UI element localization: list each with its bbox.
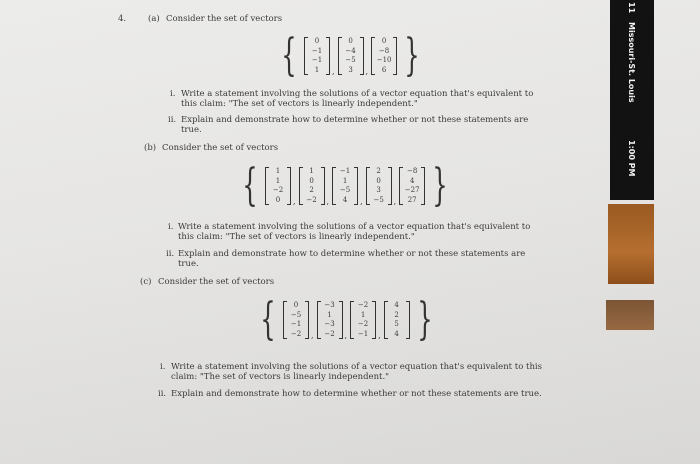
vector-separator: , xyxy=(326,197,330,206)
column-vector xyxy=(399,167,425,205)
vector-entry: 0 xyxy=(275,195,281,204)
vector-entry: 1 xyxy=(314,65,320,74)
part-a-item-ii-num: ii. xyxy=(168,115,177,125)
vector-entry: 1 xyxy=(309,167,314,175)
vector-entry: 0 xyxy=(376,176,381,185)
phone-status-strip xyxy=(610,0,654,200)
vector-entry: −4 xyxy=(345,46,356,55)
column-vector xyxy=(299,167,325,205)
vector-entry: 3 xyxy=(348,65,353,74)
part-b-item-i-num: i. xyxy=(168,222,174,232)
column-vector xyxy=(371,37,397,75)
background-object xyxy=(608,204,654,284)
part-b-label: (b) xyxy=(144,143,157,153)
vector-entry: −10 xyxy=(376,56,392,64)
vector-entry: 0 xyxy=(314,37,320,45)
part-c-vector-set xyxy=(254,294,439,345)
background-object-shadow xyxy=(606,300,654,330)
vector-entry: −8 xyxy=(378,46,390,55)
school-label: Missouri-St. Louis xyxy=(627,22,636,103)
vector-entry: 4 xyxy=(409,176,415,185)
page-number-label: 11 xyxy=(627,2,636,14)
part-b-item-ii-num: ii. xyxy=(166,249,175,259)
part-a-intro: Consider the set of vectors xyxy=(166,14,283,24)
vector-entry: 6 xyxy=(381,65,387,74)
vector-entry: −1 xyxy=(357,329,369,338)
part-c-label: (c) xyxy=(140,277,152,287)
vector-entry: 2 xyxy=(394,310,399,319)
vector-entry: 0 xyxy=(309,176,314,185)
vector-entry: 1 xyxy=(327,310,332,319)
vector-entry: −1 xyxy=(339,167,351,175)
left-brace: { xyxy=(242,160,258,211)
vector-entry: 4 xyxy=(394,329,399,338)
vector-entry: −5 xyxy=(339,186,351,194)
vector-separator: , xyxy=(293,197,296,206)
vector-separator: , xyxy=(378,331,381,340)
right-brace: } xyxy=(416,294,433,345)
vector-entry: −27 xyxy=(404,186,420,194)
vector-entry: −5 xyxy=(345,56,356,64)
part-a-item-i-text: Write a statement involving the solutions of a vector equation that's equivalent to this claim: "The set of vectors is linearly independent." xyxy=(181,89,534,109)
part-a-label: (a) xyxy=(148,14,160,24)
column-vector xyxy=(338,37,364,75)
part-a-vector-set xyxy=(275,30,426,81)
part-c-intro: Consider the set of vectors xyxy=(158,277,275,287)
vector-entry: 0 xyxy=(293,301,299,309)
vector-separator: , xyxy=(332,67,335,76)
vector-entry: −2 xyxy=(290,329,302,338)
vector-entry: 2 xyxy=(309,186,314,194)
time-label: 1:00 PM xyxy=(627,140,636,177)
vector-entry: −2 xyxy=(357,320,369,328)
part-c-item-i-text: Write a statement involving the solutions of a vector equation that's equivalent to this claim: "The set of vectors is linearly independent." xyxy=(171,362,543,382)
right-brace: } xyxy=(404,30,420,81)
vector-separator: , xyxy=(365,67,369,76)
part-a-item-ii-text: Explain and demonstrate how to determine whether or not these statements are true. xyxy=(181,115,529,135)
right-brace: } xyxy=(432,160,448,211)
vector-entry: 4 xyxy=(394,301,399,309)
vector-separator: , xyxy=(344,331,348,340)
vector-entry: −3 xyxy=(324,301,335,309)
left-brace: { xyxy=(260,294,276,345)
vector-entry: 0 xyxy=(348,37,353,45)
vector-entry: 1 xyxy=(360,310,366,319)
part-a-item-i-num: i. xyxy=(170,89,176,99)
vector-separator: , xyxy=(393,197,397,206)
column-vector xyxy=(283,301,309,339)
vector-entry: 1 xyxy=(342,176,348,185)
left-brace: { xyxy=(281,30,297,81)
part-b-intro: Consider the set of vectors xyxy=(162,143,279,153)
vector-entry: −2 xyxy=(272,186,284,194)
vector-entry: 2 xyxy=(376,167,381,175)
part-c-item-i-num: i. xyxy=(160,362,166,372)
part-b-item-i-text: Write a statement involving the solutions of a vector equation that's equivalent to this claim: "The set of vectors is linearly independent." xyxy=(178,222,531,242)
part-b-item-ii-text: Explain and demonstrate how to determine whether or not these statements are true. xyxy=(178,249,526,269)
vector-entry: 1 xyxy=(275,176,281,185)
vector-entry: 4 xyxy=(342,195,348,204)
vector-entry: 1 xyxy=(275,167,281,175)
vector-entry: −5 xyxy=(373,195,384,204)
column-vector xyxy=(332,167,358,205)
part-c-item-ii-num: ii. xyxy=(158,389,167,399)
vector-entry: 5 xyxy=(394,320,399,328)
vector-entry: −1 xyxy=(311,56,323,64)
vector-entry: −8 xyxy=(407,167,418,175)
vector-entry: −1 xyxy=(311,46,323,55)
vector-separator: , xyxy=(311,331,314,340)
vector-entry: 27 xyxy=(407,195,417,204)
column-vector xyxy=(384,301,410,339)
vector-separator: , xyxy=(360,197,363,206)
column-vector xyxy=(350,301,376,339)
part-c-item-ii-text: Explain and demonstrate how to determine whether or not these statements are true. xyxy=(171,389,542,399)
column-vector xyxy=(265,167,291,205)
column-vector xyxy=(317,301,343,339)
vector-entry: −3 xyxy=(324,320,335,328)
vector-entry: 0 xyxy=(381,37,387,45)
vector-entry: 3 xyxy=(376,186,381,194)
column-vector xyxy=(366,167,392,205)
part-b-vector-set xyxy=(236,160,454,211)
vector-entry: −2 xyxy=(357,301,369,309)
vector-entry: −1 xyxy=(290,320,302,328)
problem-number: 4. xyxy=(118,14,127,24)
vector-entry: −5 xyxy=(290,310,302,319)
vector-entry: −2 xyxy=(324,329,335,338)
column-vector xyxy=(304,37,330,75)
vector-entry: −2 xyxy=(306,195,317,204)
